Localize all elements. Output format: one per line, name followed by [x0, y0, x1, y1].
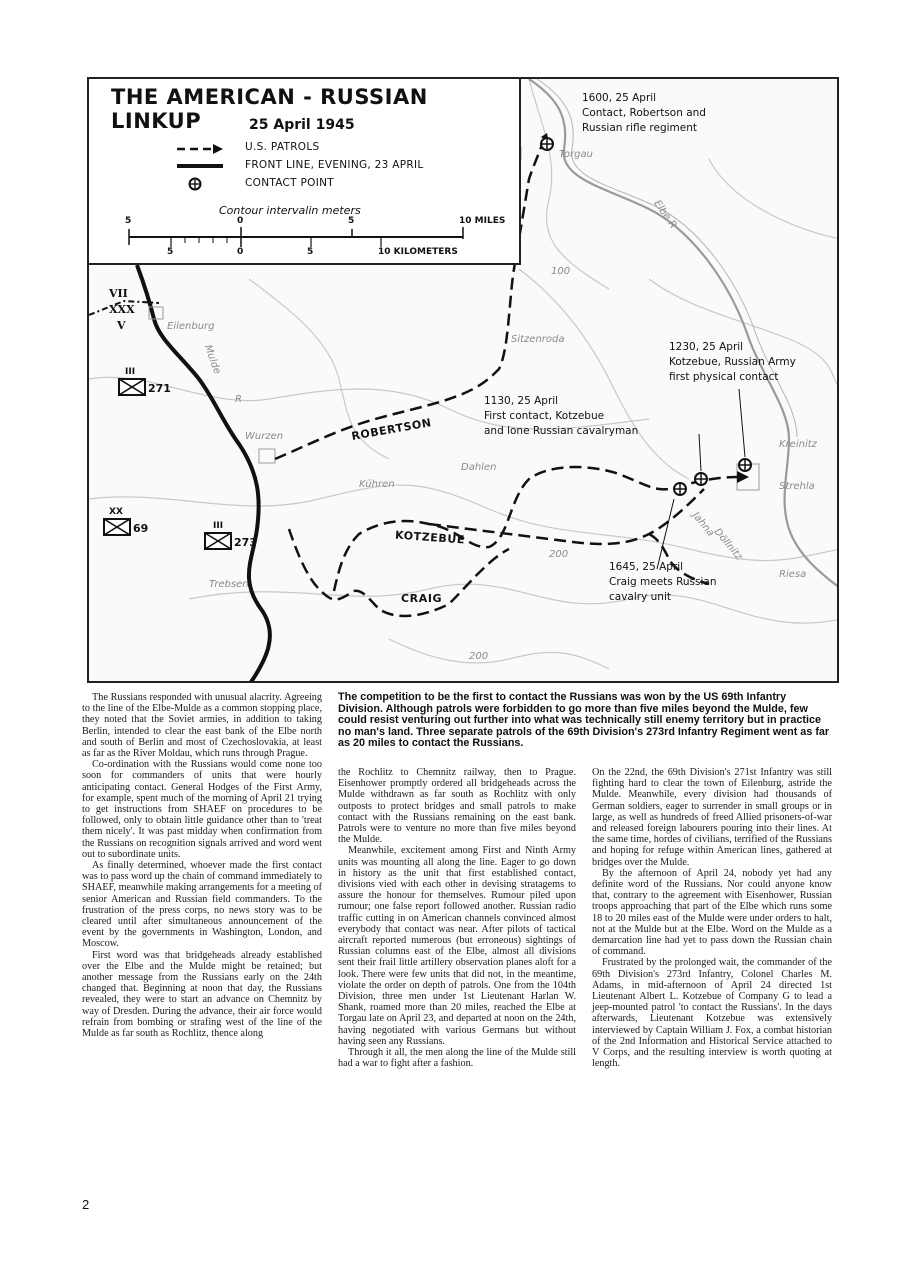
annotation-1230	[669, 340, 796, 385]
paragraph: Through it all, the men along the line of the Mulde still had a war to fight after a fashion.	[338, 1047, 576, 1070]
scale-km-5a: 5	[167, 247, 174, 257]
unit-273-label: 273	[234, 536, 257, 549]
map-title: THE AMERICAN - RUSSIAN LINKUP	[111, 85, 428, 133]
paragraph: Co-ordination with the Russians would come none too soon for commanders of units that were hourly anticipating contact. General Hodges of the First Army, for example, spent much of the morning of April 21 trying to get instructions from SHAEF on procedures to be followed, only to obtain little guidance other than to 'treat them nicely'. It was past midday when confirmation from the Russians on recognition signals arrived and word went out to subordinate units.	[82, 759, 322, 860]
unit-69-label: 69	[133, 522, 149, 535]
unit-273-rank: III	[213, 521, 224, 531]
corps-vii: VII	[109, 287, 128, 300]
annotation-1130	[484, 394, 638, 439]
annotation-1645-time: 1645, 25 April	[609, 561, 684, 573]
legend-symbols	[89, 79, 521, 265]
map-legend	[89, 79, 521, 265]
river-jahna: Jahna	[689, 510, 717, 539]
scale-km-end: 10 KILOMETERS	[378, 247, 458, 257]
map-caption: The competition to be the first to contact the Russians was won by the US 69th Infantry Division. Although patrols were forbidden to go more than five miles beyond the Mulde, few could resist venturing out further into what was technically still enemy territory but in practice no man's land. Three separate patrols of the 69th Division's 273rd Infantry Regiment went as far as 20 miles to contact the Russians.	[338, 691, 830, 750]
text-column-1	[82, 692, 322, 1039]
patrol-robertson-label: ROBERTSON	[350, 416, 433, 443]
scale-mile-5b: 5	[348, 216, 355, 226]
unit-crosses	[104, 379, 231, 549]
annotation-1230-time: 1230, 25 April	[669, 341, 744, 353]
map-date: 25 April 1945	[249, 117, 355, 133]
paragraph: First word was that bridgeheads already established over the Elbe and the Mulde might be retained; but another message from the Russians early on the 24th changed that. Beginning at noon that day, the Russians revealed, they were to start an advance on Chemnitz by way of Dresden. During the advance, their air force would refrain from bombing or strafing west of the line of the Mulde as far south as Rochlitz, thence along	[82, 949, 322, 1040]
patrol-craig-label: CRAIG	[401, 592, 443, 605]
contour-note: Contour intervalin meters	[219, 204, 361, 217]
legend-contact-label: CONTACT POINT	[245, 177, 334, 189]
annotation-1230-line2: Kotzebue, Russian Army	[669, 356, 796, 368]
contact-points	[541, 138, 751, 495]
annotation-torgau-time: 1600, 25 April	[582, 92, 657, 104]
town-sitzenroda: Sitzenroda	[511, 334, 565, 345]
paragraph: As finally determined, whoever made the first contact was to pass word up the chain of command immediately to SHAEF, meanwhile making arrangements for a meeting of senior American and Russian field commanders. To the frustration of the press corps, no news story was to be cleared until after simultaneous announcement of the event by the governments in Washington, London, and Moscow.	[82, 860, 322, 950]
linkup-map	[87, 77, 839, 683]
craig-route	[289, 529, 509, 616]
page-number: 2	[82, 1197, 90, 1212]
contour-200b: 200	[469, 651, 489, 662]
river-mulde-r: R	[235, 394, 242, 405]
town-strehla: Strehla	[779, 481, 815, 492]
paragraph: On the 22nd, the 69th Division's 271st Infantry was still fighting hard to clear the town of Eilenburg, astride the Mulde. Meanwhile, every division had thousands of German soldiers, eager to surrender in small groups or in large, as well as hundreds of freed Allied prisoners-of-war and released foreign labourers pouring into their lines. At the same time, hordes of civilians, terrified of the Russians and hoping for refuge within American lines, gathered at bridges over the Mulde.	[592, 767, 832, 868]
river-dollnitz: Döllnitz	[711, 526, 745, 563]
annotation-1645-line3: cavalry unit	[609, 591, 671, 603]
scale-mile-0: 0	[237, 216, 244, 226]
annotation-1130-time: 1130, 25 April	[484, 395, 559, 407]
text-column-2	[338, 767, 576, 1069]
town-eilenburg: Eilenburg	[167, 321, 215, 332]
scale-mile-5a: 5	[125, 216, 132, 226]
river-elbe: Elbe R	[651, 198, 679, 231]
paragraph: By the afternoon of April 24, nobody yet had any definite word of the Russians. Nor could anyone know that, contrary to the agreement with Eisenhower, Russian troops approaching that part of the Elbe which runs some 18 to 20 miles east of the Mulde were under orders to halt, not at the Mulde but at the Elbe. Word on the Mulde as a demarcation line had yet to pass down the Russian chain of command.	[592, 867, 832, 958]
town-kuhren: Kühren	[359, 479, 395, 490]
unit-271-rank: III	[125, 367, 136, 377]
paragraph: Frustrated by the prolonged wait, the commander of the 69th Division's 273rd Infantry, Colonel Charles M. Adams, in mid-afternoon of April 24 directed 1st Lieutenant Albert L. Kotzebue of Company G to lead a jeep-mounted patrol 'to contact the Russians'. In the days afterwards, Lieutenant Kotzebue was extensively interviewed by Captain William J. Fox, a combat historian of the 2nd Information and Historical Service attached to V Corps, and the resulting interview is worth quoting at length.	[592, 957, 832, 1070]
legend-front-line-label: FRONT LINE, EVENING, 23 APRIL	[245, 159, 424, 171]
contour-100: 100	[551, 266, 571, 277]
annotation-torgau-line3: Russian rifle regiment	[582, 122, 697, 134]
scale-km-0: 0	[237, 247, 244, 257]
paragraph: Meanwhile, excitement among First and Ninth Army units was mounting all along the line. Eager to go down in history as the unit that first established contact, divisions vied with each other in devising stratagems to assure the honour for themselves. Rumour piled upon rumour; one false report followed another. Russian radio traffic cutting in on American channels convinced almost everybody that contact was near. After pilots of tactical aircraft reported numerous (but erroneous) sightings of Russian columns east of the Elbe, almost all divisions sent their frail little artillery observation planes aloft for a look. There were few units that did not, in the meantime, violate the order on depth of patrols. One from the 104th Division, three men under 1st Lieutenant Harlan W. Shank, roamed more than 20 miles, reached the Elbe at Torgau late on April 23, and departed at noon on the 24th, having negotiated with various Germans but without having seen any Russians.	[338, 845, 576, 1047]
annotation-1130-line3: and lone Russian cavalryman	[484, 425, 639, 437]
town-torgau: Torgau	[559, 149, 593, 160]
contact-crosses	[541, 138, 751, 495]
kotzebue-arrow	[737, 471, 749, 483]
unit-69-rank: XX	[109, 507, 123, 517]
legend-patrol-arrow	[213, 144, 223, 154]
legend-patrols-label: U.S. PATROLS	[245, 141, 320, 153]
annotation-1645-line2: Craig meets Russian	[609, 576, 717, 588]
contour-200a: 200	[549, 549, 569, 560]
town-wurzen: Wurzen	[245, 431, 284, 442]
town-riesa: Riesa	[779, 569, 807, 580]
scale-mile-end: 10 MILES	[459, 216, 506, 226]
town-dahlen: Dahlen	[461, 462, 497, 473]
town-trebsen: Trebsen	[209, 579, 249, 590]
unit-271-label: 271	[148, 382, 171, 395]
corps-xxx: XXX	[109, 303, 135, 316]
kotzebue-route-2	[429, 489, 704, 544]
annotation-1645	[609, 560, 717, 605]
patrol-kotzebue-label: KOTZEBUE	[394, 528, 466, 547]
annotation-torgau	[582, 91, 706, 136]
annotation-torgau-line2: Contact, Robertson and	[582, 107, 706, 119]
scale-km-5b: 5	[307, 247, 314, 257]
annotation-1230-line3: first physical contact	[669, 371, 779, 383]
corps-v: V	[117, 319, 126, 332]
text-column-3	[592, 767, 832, 1069]
annotation-1130-line2: First contact, Kotzebue	[484, 410, 605, 422]
river-mulde: Mulde	[201, 343, 223, 376]
paragraph: the Rochlitz to Chemnitz railway, then to Prague. Eisenhower promptly ordered all bridgeheads across the Mulde withdrawn as far south as Rochlitz with only outposts to protect bridges and small patrols to make contact with the Russians remaining on the east bank. Patrols were to venture no more than five miles beyond the Mulde.	[338, 767, 576, 846]
town-kreinitz: Kreinitz	[779, 439, 817, 450]
paragraph: The Russians responded with unusual alacrity. Agreeing to the line of the Elbe-Mulde as a common stopping place, they noted that the Soviet armies, in addition to taking Berlin, intended to clear the east bank of the Elbe north and south of Berlin and most of Czechoslovakia, at least as far as the River Moldau, which runs through Prague.	[82, 692, 322, 760]
